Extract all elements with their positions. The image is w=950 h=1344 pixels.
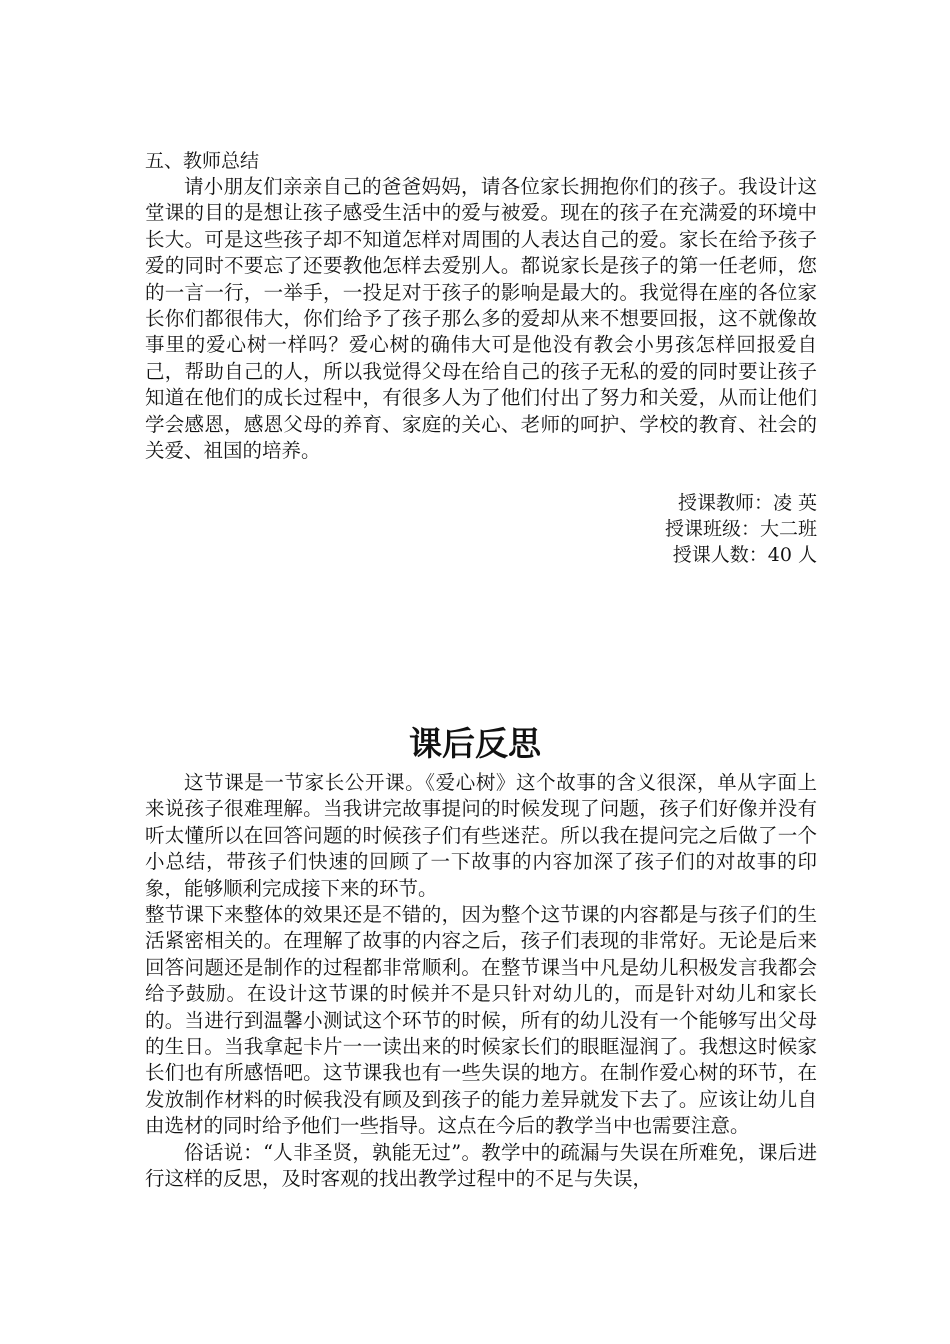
student-count: 授课人数：40 人 [672,544,817,567]
teacher-name: 授课教师：凌 英 [677,492,817,515]
reflection-section [145,770,817,1193]
reflection-title: 课后反思 [409,724,541,763]
section-heading: 五、教师总结 [145,150,260,172]
summary-section [145,148,817,568]
class-name: 授课班级：大二班 [664,518,817,541]
signature-block [145,490,817,568]
reflection-paragraph-2: 整节课下来整体的效果还是不错的，因为整个这节课的内容都是与孩子们的生活紧密相关的。在理解了故事的内容之后，孩子们表现的非常好。无论是后来回答问题还是制作的过程都非常顺利。在整节课当中凡是幼儿积极发言我都会给予鼓励。在设计这节课的时候并不是只针对幼儿的，而是针对幼儿和家长的。当进行到温馨小测试这个环节的时候，所有的幼儿没有一个能够写出父母的生日。当我拿起卡片一一读出来的时候家长们的眼眶湿润了。我想这时候家长们也有所感悟吧。这节课我也有一些失误的地方。在制作爱心树的环节，在发放制作材料的时候我没有顾及到孩子的能力差异就发下去了。应该让幼儿自由选材的同时给予他们一些指导。这点在今后的教学当中也需要注意。 [145,903,817,1138]
reflection-paragraph-1: 这节课是一节家长公开课。《爱心树》这个故事的含义很深，单从字面上来说孩子很难理解。当我讲完故事提问的时候发现了问题，孩子们好像并没有听太懂所以在回答问题的时候孩子们有些迷茫。所以我在提问完之后做了一个小总结，带孩子们快速的回顾了一下故事的内容加深了孩子们的对故事的印象，能够顺利完成接下来的环节。 [145,771,817,900]
summary-paragraph: 请小朋友们亲亲自己的爸爸妈妈，请各位家长拥抱你们的孩子。我设计这堂课的目的是想让孩子感受生活中的爱与被爱。现在的孩子在充满爱的环境中长大。可是这些孩子却不知道怎样对周围的人表达自己的爱。家长在给予孩子爱的同时不要忘了还要教他怎样去爱别人。都说家长是孩子的第一任老师，您的一言一行，一举手，一投足对于孩子的影响是最大的。我觉得在座的各位家长你们都很伟大，你们给予了孩子那么多的爱却从来不想要回报，这不就像故事里的爱心树一样吗？爱心树的确伟大可是他没有教会小男孩怎样回报爱自己，帮助自己的人，所以我觉得父母在给自己的孩子无私的爱的同时要让孩子知道在他们的成长过程中，有很多人为了他们付出了努力和关爱，从而让他们学会感恩，感恩父母的养育、家庭的关心、老师的呵护、学校的教育、社会的关爱、祖国的培养。 [145,175,817,463]
reflection-paragraph-3: 俗话说：“人非圣贤，孰能无过”。教学中的疏漏与失误在所难免，课后进行这样的反思，及时客观的找出教学过程中的不足与失误， [145,1140,817,1191]
